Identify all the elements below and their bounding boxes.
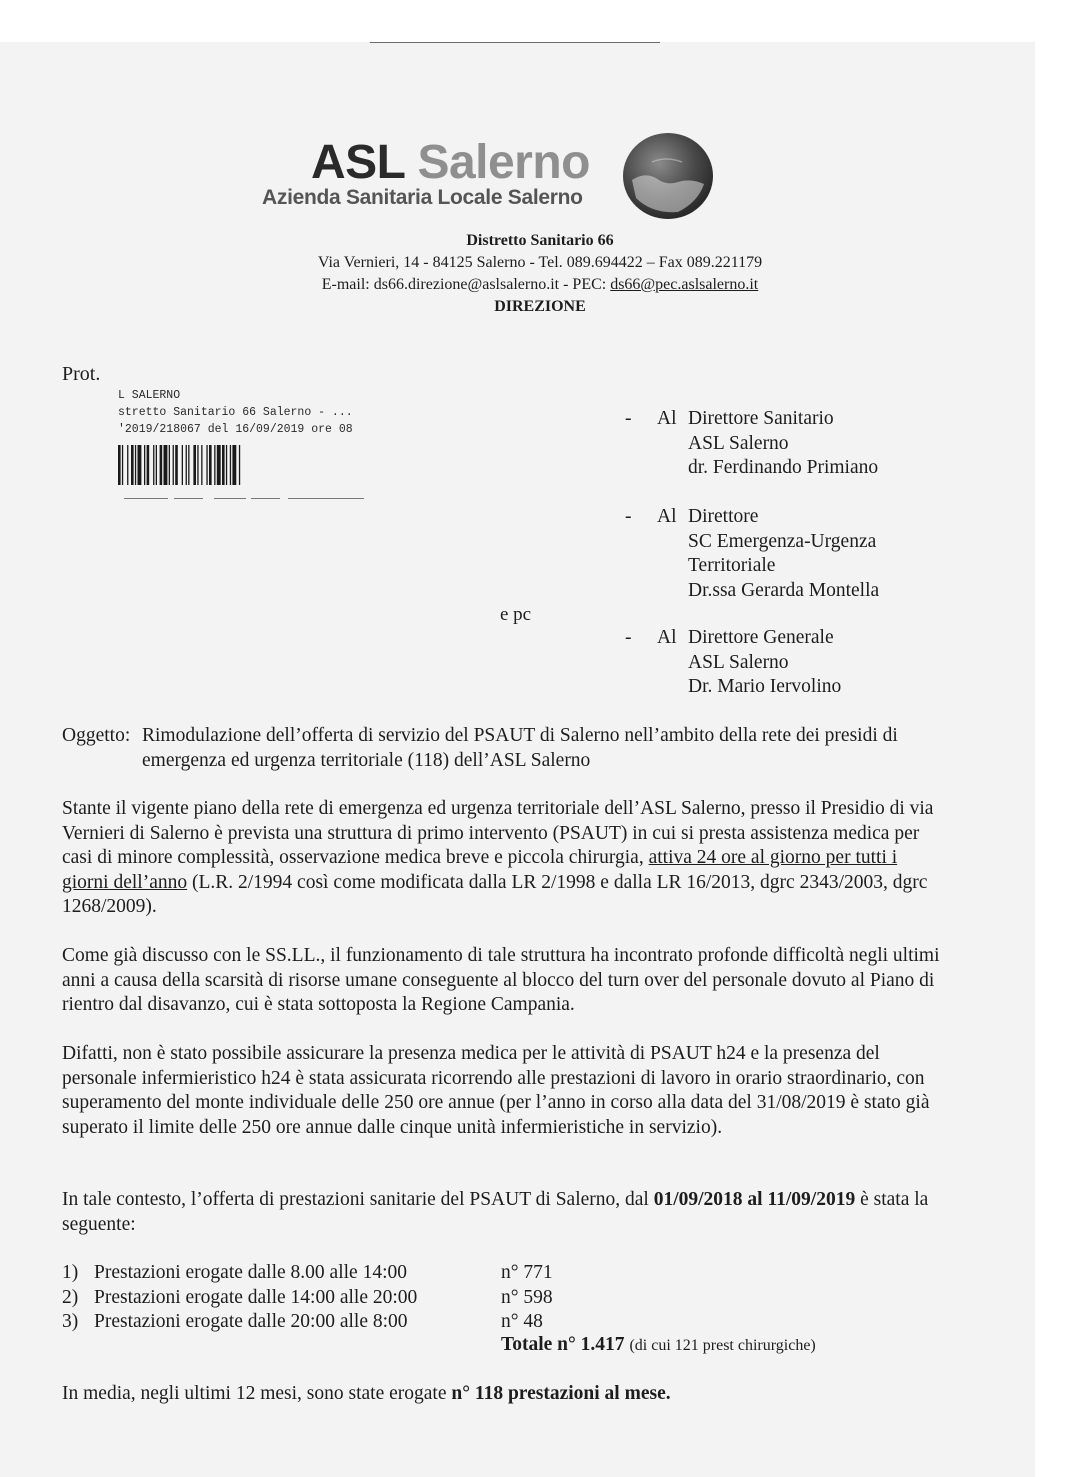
letterhead — [200, 230, 880, 318]
logo-title — [262, 138, 622, 188]
district-address: Via Vernieri, 14 - 84125 Salerno - Tel. 089.694422 – Fax 089.221179 — [317, 254, 763, 271]
logo-subtitle: Azienda Sanitaria Locale Salerno — [262, 186, 583, 209]
stamp-underline — [118, 497, 368, 500]
subject-text: Rimodulazione dell’offerta di servizio del PSAUT di Salerno nell’ambito della rete dei presidi di emergenza ed urgenza territoriale (118) dell’ASL Salerno — [142, 725, 898, 771]
protocol-label: Prot. — [62, 363, 101, 385]
page-margin — [1035, 42, 1080, 1477]
logo-asl: ASL — [310, 136, 405, 189]
services-total: Totale n° 1.417 (di cui 121 prest chirurgiche) — [501, 1334, 816, 1355]
office-name: DIREZIONE — [494, 298, 586, 315]
district-contacts: E-mail: ds66.direzione@aslsalerno.it - PEC: ds66@pec.aslsalerno.it — [321, 276, 759, 293]
globe-logo-icon — [622, 132, 714, 220]
logo-salerno: Salerno — [417, 136, 590, 189]
protocol-stamp: L SALERNO stretto Sanitario 66 Salerno - ... '2019/218067 del 16/09/2019 ore 08 — [118, 389, 353, 436]
scan-edge-line — [370, 42, 660, 43]
asl-logo — [262, 138, 622, 210]
paragraph-2: Come già discusso con le SS.LL., il funzionamento di tale struttura ha incontrato profonde difficoltà negli ultimi anni a causa della scarsità di risorse umane conseguente al blocco del turn over del personale dovuto al Piano di rientro dal disavanzo, cui è stata sottoposta la Regione Campania. — [62, 945, 940, 1015]
subject-label: Oggetto: — [62, 725, 131, 746]
paragraph-3: Difatti, non è stato possibile assicurare la presenza medica per le attività di PSAUT h24 e la presenza del personale infermieristico h24 è stata assicurata ricorrendo alle prestazioni di lavoro in orario straordinario, con superamento del monte individuale delle 250 ore annue (per l’anno in corso alla data del 31/08/2019 è stato già superato il limite delle 250 ore annue dalle cinque unità infermieristiche in servizio). — [62, 1043, 930, 1138]
monthly-average: In media, negli ultimi 12 mesi, sono state erogate n° 118 prestazioni al mese. — [62, 1383, 671, 1404]
pec-link[interactable]: ds66@pec.aslsalerno.it — [610, 276, 759, 293]
district-name: Distretto Sanitario 66 — [466, 232, 614, 249]
barcode-icon — [118, 445, 344, 485]
paragraph-1: Stante il vigente piano della rete di emergenza ed urgenza territoriale dell’ASL Salerno, presso il Presidio di via Vernieri di Salerno è prevista una struttura di primo intervento (PSAUT) in cui si presta assistenza medica per casi di minore complessità, osservazione medica breve e piccola chirurgia, attiva 24 ore al giorno per tutti i giorni dell’anno (L.R. 2/1994 così come modificata dalla LR 2/1998 e dalla LR 16/2013, dgrc 2343/2003, dgrc 1268/2009). — [62, 798, 934, 917]
cc-label: e pc — [500, 604, 532, 625]
paragraph-4: In tale contesto, l’offerta di prestazioni sanitarie del PSAUT di Salerno, dal 01/09/2018 al 11/09/2019 è stata la seguente: — [62, 1189, 929, 1235]
